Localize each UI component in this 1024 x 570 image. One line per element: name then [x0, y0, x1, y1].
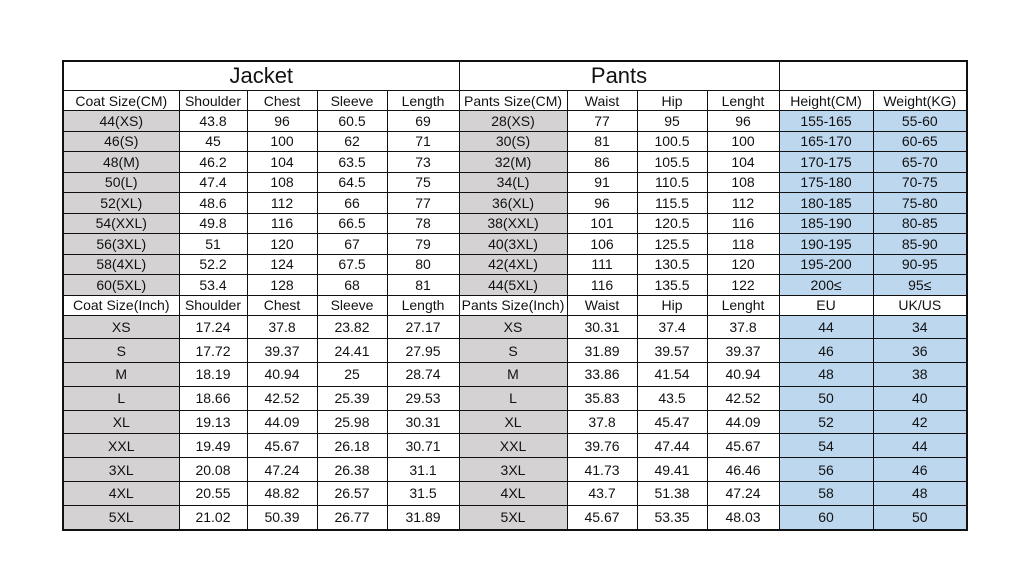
cell-coat-size: 58(4XL): [63, 254, 179, 275]
header-body-col-1: Height(CM): [779, 91, 873, 111]
cell-shoulder: 19.49: [179, 434, 247, 458]
cell-shoulder: 48.6: [179, 193, 247, 214]
cell-pants-length: 46.46: [707, 458, 779, 482]
cm-header-row: [63, 91, 967, 111]
cell-coat-size: 5XL: [63, 505, 179, 529]
cell-waist: 96: [567, 193, 637, 214]
cell-shoulder: 17.24: [179, 315, 247, 339]
cell-body-col-1: 200≤: [779, 275, 873, 296]
cell-pants-length: 120: [707, 254, 779, 275]
table-row: [63, 458, 967, 482]
cell-pants-length: 100: [707, 131, 779, 152]
cell-length: 78: [387, 213, 459, 234]
cell-hip: 37.4: [637, 315, 707, 339]
cell-pants-size: 32(M): [459, 152, 567, 173]
cell-length: 30.71: [387, 434, 459, 458]
cell-body-col-1: 165-170: [779, 131, 873, 152]
header-waist: Waist: [567, 91, 637, 111]
header-coat-size: Coat Size(CM): [63, 91, 179, 111]
cell-hip: 51.38: [637, 482, 707, 506]
table-row: [63, 172, 967, 193]
cell-coat-size: 50(L): [63, 172, 179, 193]
header-length: Length: [387, 295, 459, 315]
cell-pants-size: 28(XS): [459, 111, 567, 132]
cell-pants-size: 4XL: [459, 482, 567, 506]
cell-body-col-2: 50: [873, 505, 967, 529]
cell-body-col-2: 40: [873, 386, 967, 410]
cell-shoulder: 51: [179, 234, 247, 255]
table-row: [63, 254, 967, 275]
cell-body-col-2: 65-70: [873, 152, 967, 173]
cell-body-col-1: 195-200: [779, 254, 873, 275]
cell-pants-size: 36(XL): [459, 193, 567, 214]
cell-shoulder: 47.4: [179, 172, 247, 193]
cell-hip: 125.5: [637, 234, 707, 255]
pants-title: Pants: [459, 61, 779, 91]
cell-sleeve: 25: [317, 363, 387, 387]
body-title-blank: [779, 61, 967, 91]
size-chart-table: [62, 60, 968, 531]
cell-chest: 50.39: [247, 505, 317, 529]
cell-body-col-2: 95≤: [873, 275, 967, 296]
cell-waist: 39.76: [567, 434, 637, 458]
cell-pants-length: 45.67: [707, 434, 779, 458]
header-waist: Waist: [567, 295, 637, 315]
cell-length: 27.17: [387, 315, 459, 339]
table-row: [63, 434, 967, 458]
cell-sleeve: 67.5: [317, 254, 387, 275]
cell-length: 28.74: [387, 363, 459, 387]
header-shoulder: Shoulder: [179, 295, 247, 315]
cell-chest: 44.09: [247, 410, 317, 434]
cell-pants-length: 108: [707, 172, 779, 193]
cell-waist: 41.73: [567, 458, 637, 482]
cell-body-col-1: 58: [779, 482, 873, 506]
cell-shoulder: 20.55: [179, 482, 247, 506]
cell-waist: 116: [567, 275, 637, 296]
cell-pants-size: XL: [459, 410, 567, 434]
cell-body-col-1: 52: [779, 410, 873, 434]
cell-coat-size: 46(S): [63, 131, 179, 152]
cell-pants-length: 40.94: [707, 363, 779, 387]
cell-body-col-2: 55-60: [873, 111, 967, 132]
cell-pants-size: 34(L): [459, 172, 567, 193]
cell-shoulder: 18.19: [179, 363, 247, 387]
table-row: [63, 111, 967, 132]
cell-pants-size: M: [459, 363, 567, 387]
table-row: [63, 315, 967, 339]
table-row: [63, 131, 967, 152]
cell-hip: 115.5: [637, 193, 707, 214]
cell-sleeve: 25.39: [317, 386, 387, 410]
cell-chest: 45.67: [247, 434, 317, 458]
cell-sleeve: 23.82: [317, 315, 387, 339]
cell-pants-size: S: [459, 339, 567, 363]
header-hip: Hip: [637, 91, 707, 111]
cell-chest: 120: [247, 234, 317, 255]
cell-pants-size: 30(S): [459, 131, 567, 152]
cell-coat-size: 3XL: [63, 458, 179, 482]
cell-chest: 37.8: [247, 315, 317, 339]
cell-body-col-1: 170-175: [779, 152, 873, 173]
cell-pants-size: 3XL: [459, 458, 567, 482]
cell-sleeve: 26.18: [317, 434, 387, 458]
cell-length: 80: [387, 254, 459, 275]
cell-length: 73: [387, 152, 459, 173]
cell-body-col-2: 70-75: [873, 172, 967, 193]
cell-pants-length: 48.03: [707, 505, 779, 529]
cell-shoulder: 17.72: [179, 339, 247, 363]
cell-body-col-1: 56: [779, 458, 873, 482]
cell-pants-size: 38(XXL): [459, 213, 567, 234]
cell-pants-length: 112: [707, 193, 779, 214]
inch-header-row: [63, 295, 967, 315]
cell-length: 69: [387, 111, 459, 132]
cell-chest: 40.94: [247, 363, 317, 387]
cell-length: 27.95: [387, 339, 459, 363]
cell-hip: 47.44: [637, 434, 707, 458]
cell-waist: 30.31: [567, 315, 637, 339]
cell-body-col-1: 185-190: [779, 213, 873, 234]
cell-sleeve: 68: [317, 275, 387, 296]
header-chest: Chest: [247, 295, 317, 315]
cell-body-col-1: 44: [779, 315, 873, 339]
table-row: [63, 386, 967, 410]
cell-body-col-1: 190-195: [779, 234, 873, 255]
cell-hip: 130.5: [637, 254, 707, 275]
cell-body-col-2: 46: [873, 458, 967, 482]
cell-waist: 45.67: [567, 505, 637, 529]
cell-shoulder: 49.8: [179, 213, 247, 234]
table-row: [63, 482, 967, 506]
cell-body-col-2: 60-65: [873, 131, 967, 152]
cell-sleeve: 24.41: [317, 339, 387, 363]
cell-body-col-1: 46: [779, 339, 873, 363]
cell-waist: 91: [567, 172, 637, 193]
header-coat-size: Coat Size(Inch): [63, 295, 179, 315]
cell-pants-length: 47.24: [707, 482, 779, 506]
cell-chest: 96: [247, 111, 317, 132]
cell-body-col-2: 44: [873, 434, 967, 458]
cell-body-col-2: 34: [873, 315, 967, 339]
cell-shoulder: 19.13: [179, 410, 247, 434]
header-pants-size: Pants Size(CM): [459, 91, 567, 111]
cell-pants-length: 42.52: [707, 386, 779, 410]
cell-chest: 108: [247, 172, 317, 193]
cell-sleeve: 66: [317, 193, 387, 214]
cell-hip: 135.5: [637, 275, 707, 296]
cell-sleeve: 26.77: [317, 505, 387, 529]
cell-shoulder: 53.4: [179, 275, 247, 296]
cell-pants-size: 5XL: [459, 505, 567, 529]
cell-sleeve: 60.5: [317, 111, 387, 132]
cell-hip: 110.5: [637, 172, 707, 193]
cell-hip: 41.54: [637, 363, 707, 387]
cell-pants-size: XXL: [459, 434, 567, 458]
cell-sleeve: 25.98: [317, 410, 387, 434]
cell-sleeve: 64.5: [317, 172, 387, 193]
table-row: [63, 234, 967, 255]
cell-waist: 31.89: [567, 339, 637, 363]
cell-coat-size: M: [63, 363, 179, 387]
cell-body-col-1: 60: [779, 505, 873, 529]
cell-body-col-2: 75-80: [873, 193, 967, 214]
table-row: [63, 213, 967, 234]
cell-length: 75: [387, 172, 459, 193]
cell-waist: 43.7: [567, 482, 637, 506]
header-sleeve: Sleeve: [317, 91, 387, 111]
cell-length: 31.89: [387, 505, 459, 529]
header-sleeve: Sleeve: [317, 295, 387, 315]
cell-body-col-2: 38: [873, 363, 967, 387]
header-hip: Hip: [637, 295, 707, 315]
cell-body-col-2: 90-95: [873, 254, 967, 275]
cell-shoulder: 20.08: [179, 458, 247, 482]
cell-hip: 45.47: [637, 410, 707, 434]
cell-hip: 49.41: [637, 458, 707, 482]
table-row: [63, 363, 967, 387]
cell-waist: 35.83: [567, 386, 637, 410]
cell-coat-size: 44(XS): [63, 111, 179, 132]
cell-pants-length: 104: [707, 152, 779, 173]
header-body-col-2: Weight(KG): [873, 91, 967, 111]
header-pants-length: Lenght: [707, 91, 779, 111]
cell-chest: 124: [247, 254, 317, 275]
cell-body-col-1: 54: [779, 434, 873, 458]
cell-hip: 43.5: [637, 386, 707, 410]
cell-shoulder: 52.2: [179, 254, 247, 275]
table-row: [63, 505, 967, 529]
cell-waist: 77: [567, 111, 637, 132]
title-row: [63, 61, 967, 91]
header-pants-size: Pants Size(Inch): [459, 295, 567, 315]
cell-length: 31.5: [387, 482, 459, 506]
cell-body-col-1: 175-180: [779, 172, 873, 193]
cell-shoulder: 45: [179, 131, 247, 152]
table-row: [63, 152, 967, 173]
cell-coat-size: XL: [63, 410, 179, 434]
cell-coat-size: 54(XXL): [63, 213, 179, 234]
header-chest: Chest: [247, 91, 317, 111]
cell-waist: 37.8: [567, 410, 637, 434]
cell-pants-length: 122: [707, 275, 779, 296]
cell-length: 77: [387, 193, 459, 214]
cell-body-col-2: 42: [873, 410, 967, 434]
cell-length: 71: [387, 131, 459, 152]
cell-hip: 120.5: [637, 213, 707, 234]
cell-waist: 86: [567, 152, 637, 173]
header-body-col-2: UK/US: [873, 295, 967, 315]
cell-chest: 39.37: [247, 339, 317, 363]
cell-body-col-1: 155-165: [779, 111, 873, 132]
cell-length: 79: [387, 234, 459, 255]
cell-hip: 100.5: [637, 131, 707, 152]
cell-coat-size: L: [63, 386, 179, 410]
cell-pants-size: XS: [459, 315, 567, 339]
jacket-title: Jacket: [63, 61, 459, 91]
cell-length: 81: [387, 275, 459, 296]
cell-body-col-2: 48: [873, 482, 967, 506]
cell-waist: 33.86: [567, 363, 637, 387]
cell-sleeve: 66.5: [317, 213, 387, 234]
cell-sleeve: 63.5: [317, 152, 387, 173]
cell-chest: 48.82: [247, 482, 317, 506]
cell-shoulder: 21.02: [179, 505, 247, 529]
cell-hip: 105.5: [637, 152, 707, 173]
cell-chest: 47.24: [247, 458, 317, 482]
cell-chest: 128: [247, 275, 317, 296]
cell-body-col-2: 36: [873, 339, 967, 363]
cell-pants-size: 40(3XL): [459, 234, 567, 255]
cell-chest: 100: [247, 131, 317, 152]
table-row: [63, 275, 967, 296]
cell-coat-size: 52(XL): [63, 193, 179, 214]
cell-hip: 95: [637, 111, 707, 132]
cell-length: 30.31: [387, 410, 459, 434]
cell-coat-size: S: [63, 339, 179, 363]
cell-sleeve: 62: [317, 131, 387, 152]
cell-body-col-2: 80-85: [873, 213, 967, 234]
cell-chest: 42.52: [247, 386, 317, 410]
table-row: [63, 410, 967, 434]
cell-pants-size: L: [459, 386, 567, 410]
cell-pants-length: 116: [707, 213, 779, 234]
cell-chest: 112: [247, 193, 317, 214]
cell-sleeve: 26.38: [317, 458, 387, 482]
cell-body-col-2: 85-90: [873, 234, 967, 255]
header-pants-length: Lenght: [707, 295, 779, 315]
cell-shoulder: 46.2: [179, 152, 247, 173]
cell-coat-size: 48(M): [63, 152, 179, 173]
cell-waist: 81: [567, 131, 637, 152]
cell-hip: 53.35: [637, 505, 707, 529]
cell-pants-length: 118: [707, 234, 779, 255]
cell-chest: 116: [247, 213, 317, 234]
cell-waist: 106: [567, 234, 637, 255]
cell-body-col-1: 50: [779, 386, 873, 410]
cell-body-col-1: 48: [779, 363, 873, 387]
cell-coat-size: XS: [63, 315, 179, 339]
cell-length: 29.53: [387, 386, 459, 410]
cell-coat-size: XXL: [63, 434, 179, 458]
cell-pants-length: 39.37: [707, 339, 779, 363]
cell-hip: 39.57: [637, 339, 707, 363]
cell-shoulder: 43.8: [179, 111, 247, 132]
table-row: [63, 339, 967, 363]
cell-body-col-1: 180-185: [779, 193, 873, 214]
table-row: [63, 193, 967, 214]
cell-coat-size: 56(3XL): [63, 234, 179, 255]
cell-coat-size: 4XL: [63, 482, 179, 506]
cell-waist: 101: [567, 213, 637, 234]
header-body-col-1: EU: [779, 295, 873, 315]
cell-pants-length: 37.8: [707, 315, 779, 339]
cell-length: 31.1: [387, 458, 459, 482]
header-shoulder: Shoulder: [179, 91, 247, 111]
cell-pants-length: 44.09: [707, 410, 779, 434]
cell-pants-size: 42(4XL): [459, 254, 567, 275]
cell-coat-size: 60(5XL): [63, 275, 179, 296]
header-length: Length: [387, 91, 459, 111]
cell-chest: 104: [247, 152, 317, 173]
cell-shoulder: 18.66: [179, 386, 247, 410]
cell-sleeve: 26.57: [317, 482, 387, 506]
cell-pants-size: 44(5XL): [459, 275, 567, 296]
cell-pants-length: 96: [707, 111, 779, 132]
cell-sleeve: 67: [317, 234, 387, 255]
cell-waist: 111: [567, 254, 637, 275]
